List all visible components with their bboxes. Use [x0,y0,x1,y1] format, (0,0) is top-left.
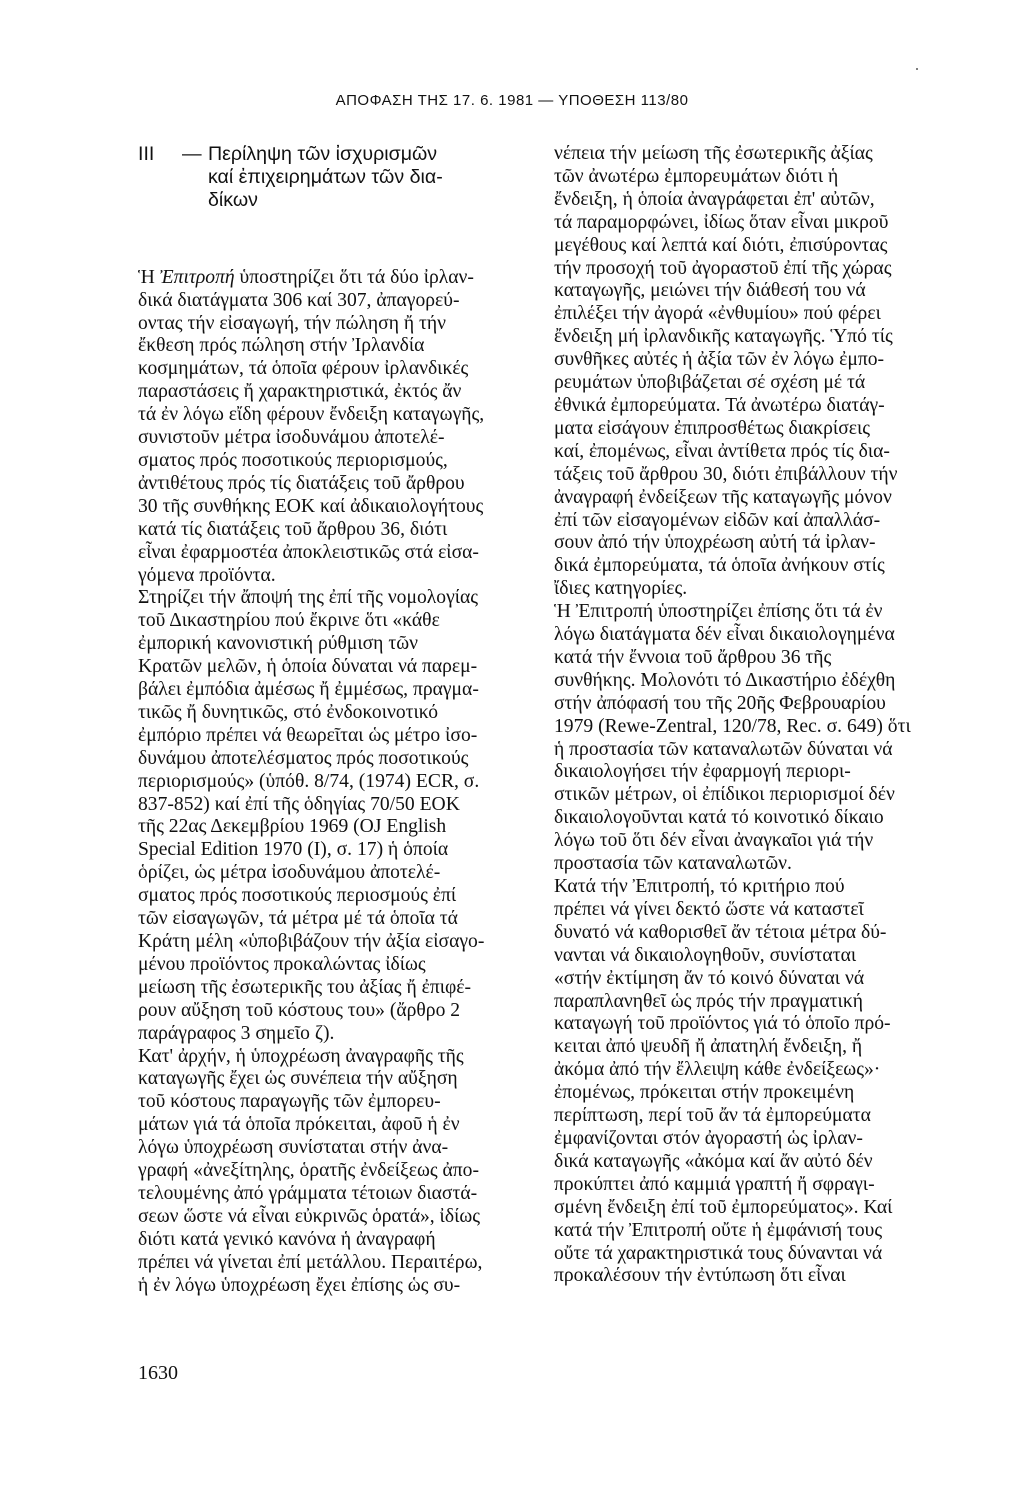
section-number: III [138,143,155,165]
scan-speck [916,68,918,70]
left-column [138,143,530,1298]
page-number: 1630 [138,1362,178,1384]
left-paragraph-3: Κατ' ἀρχήν, ἡ ὑποχρέωση ἀναγραφῆς τῆς καταγωγῆς ἔχει ὡς συνέπεια τήν αὔξηση τοῦ κόστους παραγωγῆς τῶν ἐμπορευ- μάτων γιά τά ὁποῖα πρόκειται, ἀφοῦ ἡ ἐν λόγω ὑποχρέωση συνίσταται στήν ἀνα- γραφή «ἀνεξίτηλης, ὁρατῆς ἐνδείξεως ἀπο- τελουμένης ἀπό γράμματα τέτοιων διαστά- σεων ὥστε νά εἶναι εὐκρινῶς ὁρατά», ἰδίως διότι κατά γενικό κανόνα ἡ ἀναγραφή πρέπει νά γίνεται ἐπί μετάλλου. Περαιτέρω, ἡ ἐν λόγω ὑποχρέωση ἔχει ἐπίσης ὡς συ- [138,1045,483,1296]
section-title: Περίληψη τῶν ἰσχυρισμῶν καί ἐπιχειρημάτων τῶν δια- δίκων [208,143,443,211]
paragraph-lead: Ἡ [138,266,160,288]
right-paragraph-3: Κατά τήν Ἐπιτροπή, τό κριτήριο πού πρέπει νά γίνει δεκτό ὥστε νά καταστεῖ δυνατό νά καθορισθεῖ ἄν τέτοια μέτρα δύ- νανται νά δικαιολογηθοῦν, συνίσταται «στήν ἐκτίμηση ἄν τό κοινό δύναται νά παραπλανηθεῖ ὡς πρός τήν πραγματική καταγωγή τοῦ προϊόντος γιά τό ὁποῖο πρό- κειται ἀπό ψευδῆ ἤ ἀπατηλή ἔνδειξη, ἤ ἀκόμα ἀπό τήν ἔλλειψη κάθε ἐνδείξεως»· ἐπομένως, πρόκειται στήν προκειμένη περίπτωση, περί τοῦ ἄν τά ἐμπορεύματα ἐμφανίζονται στόν ἀγοραστή ὡς ἰρλαν- δικά καταγωγῆς «ἀκόμα καί ἄν αὐτό δέν προκύπτει ἀπό καμμιά γραπτή ἤ σφραγι- σμένη ἔνδειξη ἐπί τοῦ ἐμπορεύματος». Καί κατά τήν Ἐπιτροπή οὔτε ἡ ἐμφάνισή τους οὔτε τά χαρακτηριστικά τους δύνανται νά προκαλέσουν τήν ἐντύπωση ὅτι εἶναι [554,876,893,1287]
left-paragraph-2: Στηρίζει τήν ἄποψή της ἐπί τῆς νομολογίας τοῦ Δικαστηρίου πού ἔκρινε ὅτι «κάθε ἐμπορική κανονιστική ρύθμιση τῶν Κρατῶν μελῶν, ἡ ὁποία δύναται νά παρεμ- βάλει ἐμπόδια ἀμέσως ἤ ἐμμέσως, πραγμα- τικῶς ἤ δυνητικῶς, στό ἐνδοκοινοτικό ἐμπόριο πρέπει νά θεωρεῖται ὡς μέτρο ἰσο- δυνάμου ἀποτελέσματος πρός ποσοτικούς περιορισμούς» (ὑπόθ. 8/74, (1974) ECR, σ. 837-852) καί ἐπί τῆς ὁδηγίας 70/50 ΕΟΚ τῆς 22ας Δεκεμβρίου 1969 (OJ English Special Edition 1970 (I), σ. 17) ἡ ὁποία ὁρίζει, ὡς μέτρα ἰσοδυνάμου ἀποτελέ- σματος πρός ποσοτικούς περιοσμούς ἐπί τῶν εἰσαγωγῶν, τά μέτρα μέ τά ὁποῖα τά Κράτη μέλη «ὑποβιβάζουν τήν ἀξία εἰσαγο- μένου προϊόντος προκαλώντας ἰδίως μείωση τῆς ἐσωτερικῆς του ἀξίας ἤ ἐπιφέ- ρουν αὔξηση τοῦ κόστους του» (ἄρθρο 2 παράγραφος 3 σημεῖο ζ). [138,587,485,1044]
right-paragraph-1: νέπεια τήν μείωση τῆς ἐσωτερικῆς ἀξίας τῶν ἀνωτέρω ἐμπορευμάτων διότι ἡ ἔνδειξη, ἡ ὁποία ἀναγράφεται ἐπ' αὐτῶν, τά παραμορφώνει, ἰδίως ὅταν εἶναι μικροῦ μεγέθους καί λεπτά καί διότι, ἐπισύροντας τήν προσοχή τοῦ ἀγοραστοῦ ἐπί τῆς χώρας καταγωγῆς, μειώνει τήν διάθεσή του νά ἐπιλέξει τήν ἀγορά «ἐνθυμίου» πού φέρει ἔνδειξη μή ἰρλανδικῆς καταγωγῆς. Ὑπό τίς συνθῆκες αὐτές ἡ ἀξία τῶν ἐν λόγω ἐμπο- ρευμάτων ὑποβιβάζεται σέ σχέση μέ τά ἐθνικά ἐμπορεύματα. Τά ἀνωτέρω διατάγ- ματα εἰσάγουν ἐπιπροσθέτως διακρίσεις καί, ἐπομένως, εἶναι ἀντίθετα πρός τίς δια- τάξεις τοῦ ἄρθρου 30, διότι ἐπιβάλλουν τήν ἀναγραφή ἐνδείξεων τῆς καταγωγῆς μόνον ἐπί τῶν εἰσαγομένων εἰδῶν καί ἀπαλλάσ- σουν ἀπό τήν ὑποχρέωση αὐτή τά ἰρλαν- δικά ἐμπορεύματα, τά ὁποῖα ἀνήκουν στίς ἴδιες κατηγορίες. [554,143,898,600]
section-heading [138,143,530,212]
left-paragraph-1 [138,267,530,588]
right-column [554,143,946,1288]
paragraph-body: ὑποστηρίζει ὅτι τά δύο ἰρλαν- δικά διατάγματα 306 καί 307, ἀπαγορεύ- οντας τήν εἰσαγωγή, τήν πώληση ἤ τήν ἔκθεση πρός πώληση στήν Ἰρλανδία κοσμημάτων, τά ὁποῖα φέρουν ἰρλανδικές παραστάσεις ἤ χαρακτηριστικά, ἐκτός ἄν τά ἐν λόγω εἴδη φέρουν ἔνδειξη καταγωγῆς, συνιστοῦν μέτρα ἰσοδυνάμου ἀποτελέ- σματος πρός ποσοτικούς περιορισμούς, ἀντιθέτους πρός τίς διατάξεις τοῦ ἄρθρου 30 τῆς συνθήκης ΕΟΚ καί ἀδικαιολογήτους κατά τίς διατάξεις τοῦ ἄρθρου 36, διότι εἶναι ἐφαρμοστέα ἀποκλειστικῶς στά εἰσα- γόμενα προϊόντα. [138,266,485,586]
section-dash: — [182,143,202,165]
right-paragraph-2: Ἡ Ἐπιτροπή ὑποστηρίζει ἐπίσης ὅτι τά ἐν λόγω διατάγματα δέν εἶναι δικαιολογημένα κατά τήν ἔννοια τοῦ ἄρθρου 36 τῆς συνθήκης. Μολονότι τό Δικαστήριο ἐδέχθη στήν ἀπόφασή του τῆς 20ῆς Φεβρουαρίου 1979 (Rewe-Zentral, 120/78, Rec. σ. 649) ὅτι ἡ προστασία τῶν καταναλωτῶν δύναται νά δικαιολογήσει τήν ἐφαρμογή περιορι- στικῶν μέτρων, οἱ ἐπίδικοι περιορισμοί δέν δικαιολογοῦνται κατά τό κοινοτικό δίκαιο λόγω τοῦ ὅτι δέν εἶναι ἀναγκαῖοι γιά τήν προστασία τῶν καταναλωτῶν. [554,601,911,875]
paragraph-lead-italic: Ἐπιτροπή [159,266,235,288]
running-head: ΑΠΟΦΑΣΗ ΤΗΣ 17. 6. 1981 — ΥΠΟΘΕΣΗ 113/80 [335,92,689,109]
